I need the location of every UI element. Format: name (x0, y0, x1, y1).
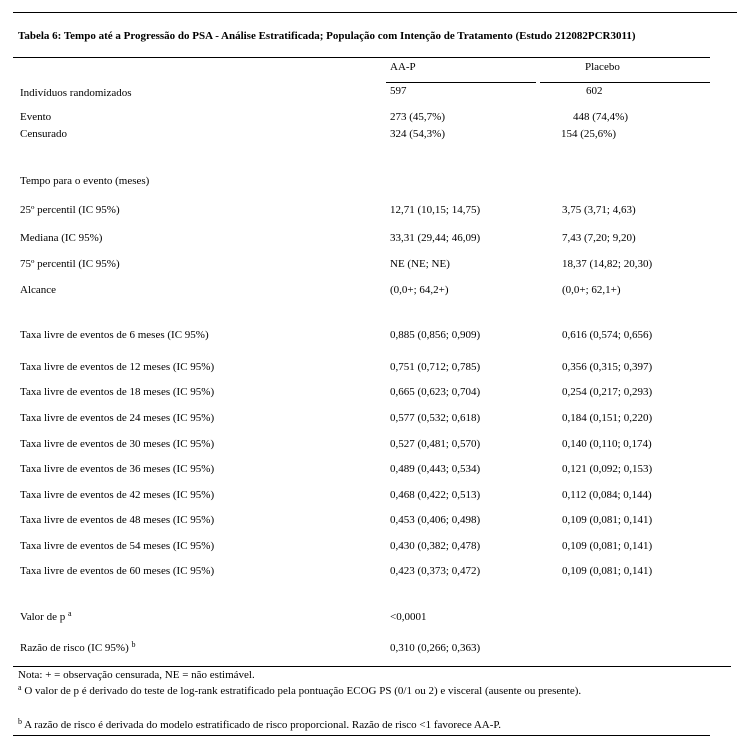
row-placebo-event: 448 (74,4%) (573, 111, 628, 123)
footnote-a-text: O valor de p é derivado do teste de log-rank estratificado pela pontuação ECOG PS (0/1 ou 2) e visceral (ausente ou presente). (24, 685, 582, 697)
row-label-ef-18: Taxa livre de eventos de 18 meses (IC 95%) (20, 386, 215, 398)
row-placebo-censored: 154 (25,6%) (561, 128, 616, 140)
row-ap-hazard: 0,310 (0,266; 0,363) (390, 642, 481, 654)
row-ap-ef-30: 0,527 (0,481; 0,570) (390, 438, 481, 450)
row-placebo-ef-60: 0,109 (0,081; 0,141) (562, 565, 653, 577)
row-placebo-ef-18: 0,254 (0,217; 0,293) (562, 386, 653, 398)
col-header-rule-placebo (540, 82, 710, 83)
hazard-footnote-mark: b (131, 640, 136, 649)
row-label-event: Evento (20, 111, 52, 123)
row-ap-ef-54: 0,430 (0,382; 0,478) (390, 540, 481, 552)
table-title: Tabela 6: Tempo até a Progressão do PSA - Análise Estratificada; População com Intenção de Tratamento (Estudo 212082PCR3011) (18, 30, 636, 42)
footnote-b-mark: b (18, 717, 22, 726)
row-placebo-ef-24: 0,184 (0,151; 0,220) (562, 412, 653, 424)
row-placebo-p25: 3,75 (3,71; 4,63) (562, 204, 636, 216)
footnote-bottom-rule (13, 735, 710, 736)
bottom-rule (13, 666, 731, 667)
row-label-ef-42: Taxa livre de eventos de 42 meses (IC 95%) (20, 489, 215, 501)
row-label-ef-12: Taxa livre de eventos de 12 meses (IC 95%) (20, 361, 215, 373)
footnote-note: Nota: + = observação censurada, NE = não estimável. (18, 669, 255, 681)
row-ap-ef-60: 0,423 (0,373; 0,472) (390, 565, 481, 577)
row-label-censored: Censurado (20, 128, 68, 140)
footnote-b-text: A razão de risco é derivada do modelo estratificado de risco proporcional. Razão de risco <1 favorece AA-P. (24, 719, 502, 731)
hazard-label-text: Razão de risco (IC 95%) (20, 642, 129, 654)
pvalue-label-text: Valor de p (20, 611, 66, 623)
row-label-range: Alcance (20, 284, 57, 296)
row-ap-censored: 324 (54,3%) (390, 128, 445, 140)
row-placebo-ef-6: 0,616 (0,574; 0,656) (562, 329, 653, 341)
row-label-ef-60: Taxa livre de eventos de 60 meses (IC 95%) (20, 565, 215, 577)
row-label-ef-48: Taxa livre de eventos de 48 meses (IC 95%) (20, 514, 215, 526)
row-label-p25: 25º percentil (IC 95%) (20, 204, 120, 216)
col-header-ap: AA-P (390, 61, 416, 73)
top-rule (13, 12, 737, 13)
row-ap-range: (0,0+; 64,2+) (390, 284, 449, 296)
row-label-randomized: Indivíduos randomizados (20, 87, 132, 99)
row-placebo-range: (0,0+; 62,1+) (562, 284, 621, 296)
row-ap-ef-48: 0,453 (0,406; 0,498) (390, 514, 481, 526)
row-placebo-randomized: 602 (586, 85, 603, 97)
row-placebo-ef-36: 0,121 (0,092; 0,153) (562, 463, 653, 475)
row-ap-ef-6: 0,885 (0,856; 0,909) (390, 329, 481, 341)
row-ap-p75: NE (NE; NE) (390, 258, 450, 270)
row-ap-ef-18: 0,665 (0,623; 0,704) (390, 386, 481, 398)
footnote-b (18, 718, 501, 733)
row-label-ef-36: Taxa livre de eventos de 36 meses (IC 95%) (20, 463, 215, 475)
row-ap-ef-42: 0,468 (0,422; 0,513) (390, 489, 481, 501)
row-ap-ef-12: 0,751 (0,712; 0,785) (390, 361, 481, 373)
footnote-a-mark: a (18, 683, 22, 692)
row-placebo-ef-12: 0,356 (0,315; 0,397) (562, 361, 653, 373)
row-label-median: Mediana (IC 95%) (20, 232, 103, 244)
row-placebo-ef-30: 0,140 (0,110; 0,174) (562, 438, 652, 450)
row-label-hazard (20, 642, 136, 655)
col-header-rule-ap (386, 82, 536, 83)
row-label-ef-6: Taxa livre de eventos de 6 meses (IC 95%) (20, 329, 209, 341)
row-label-pvalue (20, 611, 72, 624)
title-rule (13, 57, 710, 58)
footnote-a (18, 684, 658, 699)
row-placebo-ef-48: 0,109 (0,081; 0,141) (562, 514, 653, 526)
row-placebo-ef-42: 0,112 (0,084; 0,144) (562, 489, 652, 501)
row-label-ef-24: Taxa livre de eventos de 24 meses (IC 95%) (20, 412, 215, 424)
row-label-ef-54: Taxa livre de eventos de 54 meses (IC 95%) (20, 540, 215, 552)
section-label-time: Tempo para o evento (meses) (20, 175, 150, 187)
row-ap-p25: 12,71 (10,15; 14,75) (390, 204, 481, 216)
pvalue-footnote-mark: a (67, 609, 72, 618)
row-ap-randomized: 597 (390, 85, 407, 97)
row-placebo-median: 7,43 (7,20; 9,20) (562, 232, 636, 244)
row-ap-ef-24: 0,577 (0,532; 0,618) (390, 412, 481, 424)
row-label-ef-30: Taxa livre de eventos de 30 meses (IC 95%) (20, 438, 215, 450)
row-ap-ef-36: 0,489 (0,443; 0,534) (390, 463, 481, 475)
row-label-p75: 75º percentil (IC 95%) (20, 258, 120, 270)
row-ap-pvalue: <0,0001 (390, 611, 427, 623)
row-placebo-p75: 18,37 (14,82; 20,30) (562, 258, 653, 270)
row-placebo-ef-54: 0,109 (0,081; 0,141) (562, 540, 653, 552)
col-header-placebo: Placebo (585, 61, 620, 73)
row-ap-event: 273 (45,7%) (390, 111, 445, 123)
row-ap-median: 33,31 (29,44; 46,09) (390, 232, 481, 244)
